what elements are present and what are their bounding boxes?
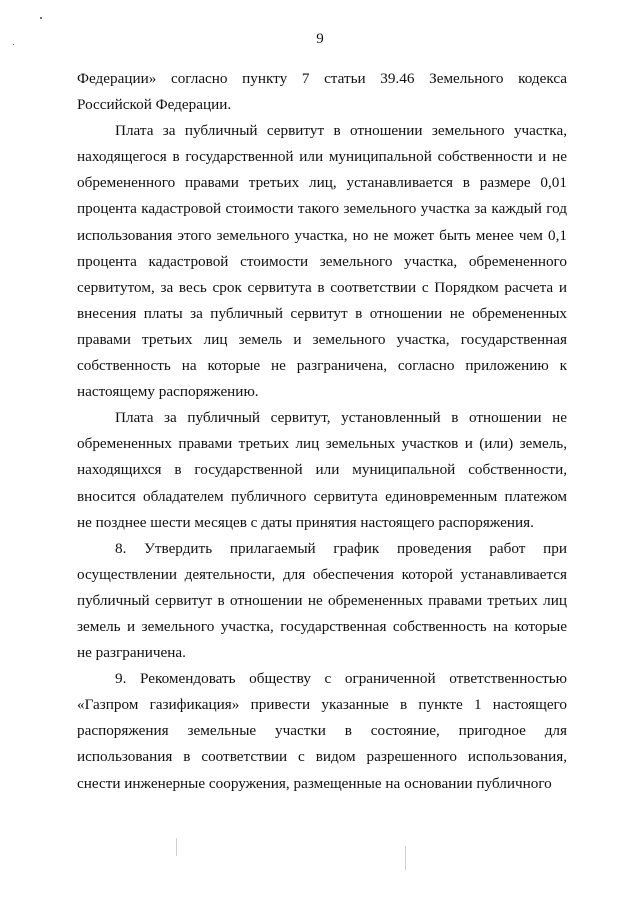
- paragraph-1: Федерации» согласно пункту 7 статьи 39.46 Земельного кодекса Российской Федерации.: [77, 70, 567, 114]
- scan-artifact: [405, 846, 406, 870]
- scan-artifact: [176, 838, 177, 856]
- page-number: 9: [316, 31, 324, 47]
- scan-speck: [40, 17, 42, 19]
- paragraph-item-9: 9. Рекомендовать обществу с ограниченной ответственностью «Газпром газификация» привести указанные в пункте 1 настоящего распоряжения земельные участки в состояние, пригодное для использования в соответствии с видом разрешенного использования, снести инженерные сооружения, размещенные на основании публичного: [77, 670, 567, 792]
- document-body: [77, 66, 567, 797]
- paragraph-item-8: 8. Утвердить прилагаемый график проведения работ при осуществлении деятельности, для обеспечения которой устанавливается публичный сервитут в отношении не обремененных правами третьих лиц земель и земельного участка, государственная собственность на которые не разграничена.: [77, 539, 567, 662]
- paragraph-2: Плата за публичный сервитут в отношении земельного участка, находящегося в государственной или муниципальной собственности и не обремененного правами третьих лиц, устанавливается в размере 0,01 процента кадастровой стоимости такого земельного участка за каждый год использования этого земельного участка, но не может быть менее чем 0,1 процента кадастровой стоимости земельного участка, обремененного сервитутом, за весь срок сервитута в соответствии с Порядком расчета и внесения платы за публичный сервитут в отношении не обремененных правами третьих лиц земель и земельного участка, государственная собственность на которые не разграничена, согласно приложению к настоящему распоряжению.: [77, 122, 567, 401]
- paragraph-3: Плата за публичный сервитут, установленный в отношении не обремененных правами третьих лиц земельных участков и (или) земель, находящихся в государственной или муниципальной собственности, вносится обладателем публичного сервитута единовременным платежом не позднее шести месяцев с даты принятия настоящего распоряжения.: [77, 409, 567, 531]
